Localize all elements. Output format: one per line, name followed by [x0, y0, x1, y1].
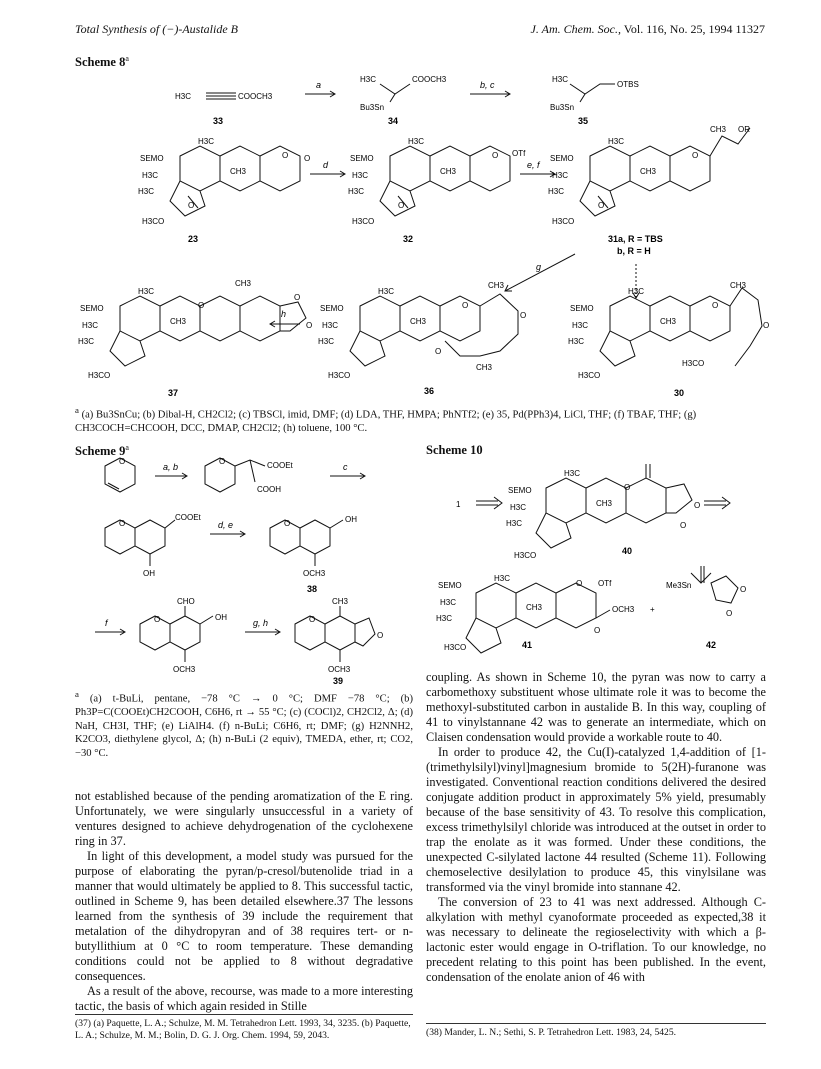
condition-g-h: g, h — [253, 618, 269, 628]
atom-bu3sn: Bu3Sn — [360, 103, 385, 112]
atom-ch3: CH3 — [440, 167, 457, 176]
right-references — [426, 1023, 766, 1039]
scheme8-title: Scheme 8$^a$ — [75, 54, 129, 70]
paragraph: not established because of the pending aromatization of the E ring. Unfortunately, we were singularly unsuccessful in a variety of ventures designed to achieve dehydrogenation of the cyclohexene ring in 37. — [75, 789, 413, 848]
atom-o: O — [694, 501, 701, 510]
atom-h3c: H3C — [138, 287, 155, 296]
atom-h3c: H3C — [436, 614, 453, 623]
atom-h3c: H3C — [175, 92, 192, 101]
compound-label-30: 30 — [674, 388, 685, 398]
atom-semo: SEMO — [140, 154, 164, 163]
running-head-citation — [531, 22, 765, 37]
left-references — [75, 1014, 413, 1042]
atom-semo: SEMO — [350, 154, 374, 163]
atom-o: O — [154, 615, 161, 624]
atom-ch3: CH3 — [488, 281, 505, 290]
atom-o: O — [492, 151, 499, 160]
atom-o: O — [119, 457, 126, 466]
compound-label-42: 42 — [706, 640, 717, 650]
compound-label-33: 33 — [213, 116, 224, 126]
atom-oh: OH — [143, 569, 155, 578]
atom-h3c: H3C — [608, 137, 625, 146]
atom-h3c: H3C — [82, 321, 99, 330]
atom-cooet: COOEt — [267, 461, 293, 470]
atom-h3co: H3CO — [352, 217, 375, 226]
compound-label-36: 36 — [424, 386, 435, 396]
atom-h3c: H3C — [552, 75, 569, 84]
scheme9-graphic — [75, 456, 415, 684]
atom-h3co: H3CO — [514, 551, 537, 560]
atom-o: O — [462, 301, 469, 310]
atom-h3c: H3C — [198, 137, 215, 146]
atom-semo: SEMO — [80, 304, 104, 313]
paragraph: coupling. As shown in Scheme 10, the pyran was now to carry a carbomethoxy substituent whose ultimate role it was to become the methoxyl-substituted carbon in austalide B. In this way, coupling of 41 to vinylstannane 42 was to generate an intermediate, which on Claisen condensation would provide a workable route to 40. — [426, 670, 766, 744]
atom-ch3: CH3 — [230, 167, 247, 176]
journal-volume-page: Vol. 116, No. 25, 1994 11327 — [620, 22, 765, 36]
atom-h3co: H3CO — [552, 217, 575, 226]
atom-ch3: CH3 — [476, 363, 493, 372]
atom-cooet: COOEt — [175, 513, 201, 522]
compound-label-32: 32 — [403, 234, 414, 244]
condition-b-c: b, c — [480, 80, 495, 90]
atom-o: O — [726, 609, 733, 618]
atom-h3co: H3CO — [444, 643, 467, 652]
atom-semo: SEMO — [570, 304, 594, 313]
scheme8-graphic — [70, 66, 770, 402]
atom-o: O — [763, 321, 770, 330]
running-head-title: Total Synthesis of (−)-Austalide B — [75, 22, 238, 36]
atom-o: O — [198, 301, 205, 310]
compound-label-34: 34 — [388, 116, 399, 126]
atom-h3c: H3C — [348, 187, 365, 196]
compound-label-40: 40 — [622, 546, 633, 556]
atom-h3c: H3C — [440, 598, 457, 607]
compound-label-37: 37 — [168, 388, 179, 398]
cpd31-rings — [580, 128, 750, 216]
atom-semo: SEMO — [508, 486, 532, 495]
atom-ch3: CH3 — [526, 603, 543, 612]
atom-o: O — [188, 201, 195, 210]
atom-o: O — [282, 151, 289, 160]
reference-38: (38) Mander, L. N.; Sethi, S. P. Tetrahedron Lett. 1983, 24, 5425. — [426, 1027, 677, 1038]
atom-ch3: CH3 — [235, 279, 252, 288]
atom-h3c: H3C — [318, 337, 335, 346]
atom-och3: OCH3 — [173, 665, 196, 674]
condition-d-e: d, e — [218, 520, 234, 530]
atom-o: O — [304, 154, 311, 163]
cpd37-rings — [110, 296, 306, 366]
compound-label-1: 1 — [456, 500, 461, 509]
atom-o: O — [598, 201, 605, 210]
paragraph: As a result of the above, recourse, was made to a more interesting tactic, the basis of which again resided in Stille — [75, 984, 413, 1013]
compound-label-39: 39 — [333, 676, 344, 684]
atom-o: O — [377, 631, 384, 640]
atom-o: O — [284, 519, 291, 528]
atom-o: O — [219, 457, 226, 466]
scheme10-title: Scheme 10 — [426, 443, 483, 457]
atom-och3: OCH3 — [303, 569, 326, 578]
atom-h3c: H3C — [564, 469, 581, 478]
atom-ch3: CH3 — [640, 167, 657, 176]
atom-o: O — [398, 201, 405, 210]
compound-label-31a: 31a, R = TBS — [608, 234, 663, 244]
atom-semo: SEMO — [320, 304, 344, 313]
reference-37: (37) (a) Paquette, L. A.; Schulze, M. M. Tetrahedron Lett. 1993, 34, 3235. (b) Paquette, L. A.; Schulze, M. M.; Bolin, D. G. J. Org. Chem. 1994, 59, 2043. — [75, 1018, 411, 1041]
atom-me3sn: Me3Sn — [666, 581, 692, 590]
paragraph: The conversion of 23 to 41 was next addressed. Although C-alkylation with methyl cyanoformate proceeded as expected,38 it was necessary to delineate the regioselectivity with which a β-lactonic ester would engage in O-triflation. To our knowledge, no precedent relating to this point has been published. In the event, condensation of the enolate anion of 46 with — [426, 895, 766, 984]
atom-o: O — [576, 579, 583, 588]
atom-o: O — [294, 293, 301, 302]
atom-h3c: H3C — [510, 503, 527, 512]
atom-h3c: H3C — [506, 519, 523, 528]
atom-h3c: H3C — [378, 287, 395, 296]
condition-f: f — [105, 618, 108, 628]
condition-d: d — [323, 160, 329, 170]
scheme9-footnote: $^a$ (a) t-BuLi, pentane, −78 °C → 0 °C; DMF −78 °C; (b) Ph3P=C(COOEt)CH2COOH, C6H6, rt → 55 °C; (c) (COCl)2, CH2Cl2, Δ; (d) NaH, CH3I, THF; (e) LiAlH4. (f) n-BuLi; C6H6, rt; DMF; (g) H2NNH2, K2CO3, diethylene glycol, Δ; (h) n-BuLi (2 equiv), TMEDA, ether, rt; CO2, −30 °C. — [75, 689, 413, 759]
atom-h3c: H3C — [552, 171, 569, 180]
atom-ch3: CH3 — [410, 317, 427, 326]
atom-oh: OH — [215, 613, 227, 622]
left-column-text — [75, 789, 413, 1014]
atom-h3c: H3C — [352, 171, 369, 180]
atom-o: O — [680, 521, 687, 530]
atom-o: O — [309, 615, 316, 624]
scheme10-graphic — [426, 458, 766, 658]
atom-h3c: H3C — [142, 171, 159, 180]
atom-cooch3: COOCH3 — [412, 75, 447, 84]
atom-h3co: H3CO — [88, 371, 111, 380]
atom-ch3: CH3 — [710, 125, 727, 134]
condition-g: g — [536, 262, 542, 272]
atom-h3co: H3CO — [142, 217, 165, 226]
cpd36-rings — [350, 294, 518, 366]
atom-h3co: H3CO — [328, 371, 351, 380]
atom-h3c: H3C — [360, 75, 377, 84]
atom-otbs: OTBS — [617, 80, 639, 89]
paragraph: In order to produce 42, the Cu(I)-catalyzed 1,4-addition of [1-(trimethylsilyl)vinyl]magnesium bromide to 5(2H)-furanone was investigated. Conventional reaction conditions delivered the desired conjugate addition product in approximately 5% yield, presumably because of the base sensitivity of 43. To resolve this complication, excess trimethylsilyl chloride was introduced at the outset in order to trap the enolate as it was formed. Under these conditions, the unexpected C-silylated lactone 44 resulted (Scheme 11). Following chemoselective desilylation to produce 45, this vinylsilane was transformed via the vinyl bromide into stannane 42. — [426, 745, 766, 894]
atom-h3c: H3C — [572, 321, 589, 330]
right-column-text — [426, 670, 766, 985]
compound-label-41: 41 — [522, 640, 533, 650]
atom-semo: SEMO — [438, 581, 462, 590]
atom-h3c: H3C — [494, 574, 511, 583]
compound-label-38: 38 — [307, 584, 318, 594]
compound-label-35: 35 — [578, 116, 589, 126]
atom-ch3: CH3 — [332, 597, 349, 606]
scheme9-title: Scheme 9$^a$ — [75, 443, 129, 459]
atom-cooh: COOH — [257, 485, 281, 494]
atom-cho: CHO — [177, 597, 195, 606]
paragraph: In light of this development, a model study was pursued for the purpose of elaborating the pyran/p-cresol/butenolide triad in a manner that would ultimately be applied to 8. This successful tactic, outlined in Scheme 9, has been detailed elsewhere.37 The lessons learned from the synthesis of 39 include the requirement that metalation of the dihydropyran and of 38 requires tert- or n-butyllithium at 0 °C to room temperature. These demanding conditions could not be applied to 8 without degradative consequences. — [75, 849, 413, 983]
atom-o: O — [740, 585, 747, 594]
condition-e-f: e, f — [527, 160, 540, 170]
atom-h3co: H3CO — [578, 371, 601, 380]
condition-h: h — [281, 309, 287, 319]
atom-ch3: CH3 — [660, 317, 677, 326]
atom-o: O — [712, 301, 719, 310]
cpd30-rings — [600, 288, 762, 366]
atom-h3c: H3C — [408, 137, 425, 146]
atom-otf: OTf — [512, 149, 526, 158]
atom-ch3: CH3 — [596, 499, 613, 508]
atom-och3: OCH3 — [612, 605, 635, 614]
atom-ch3: CH3 — [730, 281, 747, 290]
atom-bu3sn: Bu3Sn — [550, 103, 575, 112]
atom-h3c: H3C — [548, 187, 565, 196]
atom-h3c: H3C — [628, 287, 645, 296]
atom-o: O — [594, 626, 601, 635]
condition-a: a — [316, 80, 322, 90]
atom-o: O — [119, 519, 126, 528]
atom-h3c: H3C — [322, 321, 339, 330]
scheme8-footnote: $^a$ (a) Bu3SnCu; (b) Dibal-H, CH2Cl2; (c) TBSCl, imid, DMF; (d) LDA, THF, HMPA; PhNTf2; (e) 35, Pd(PPh3)4, LiCl, THF; (f) TBAF, THF; (g) CH3COCH=CHCOOH, DCC, DMAP, CH2Cl2; (h) toluene, 100 °C. — [75, 405, 697, 435]
atom-och3: OCH3 — [328, 665, 351, 674]
journal-name: J. Am. Chem. Soc., — [530, 22, 621, 36]
atom-ch3: CH3 — [170, 317, 187, 326]
atom-otf: OTf — [598, 579, 612, 588]
atom-o: O — [435, 347, 442, 356]
atom-h3c: H3C — [138, 187, 155, 196]
atom-o: O — [520, 311, 527, 320]
atom-semo: SEMO — [550, 154, 574, 163]
atom-h3c: H3C — [568, 337, 585, 346]
atom-o: O — [306, 321, 313, 330]
plus-sign: + — [650, 605, 655, 614]
atom-o: O — [624, 483, 631, 492]
compound-label-31b: b, R = H — [617, 246, 651, 256]
running-head — [75, 22, 765, 38]
atom-or: OR — [738, 125, 750, 134]
condition-c: c — [343, 462, 348, 472]
atom-h3co: H3CO — [682, 359, 705, 368]
condition-a-b: a, b — [163, 462, 179, 472]
atom-cooch3: COOCH3 — [238, 92, 273, 101]
atom-oh: OH — [345, 515, 357, 524]
atom-o: O — [692, 151, 699, 160]
compound-label-23: 23 — [188, 234, 199, 244]
atom-h3c: H3C — [78, 337, 95, 346]
